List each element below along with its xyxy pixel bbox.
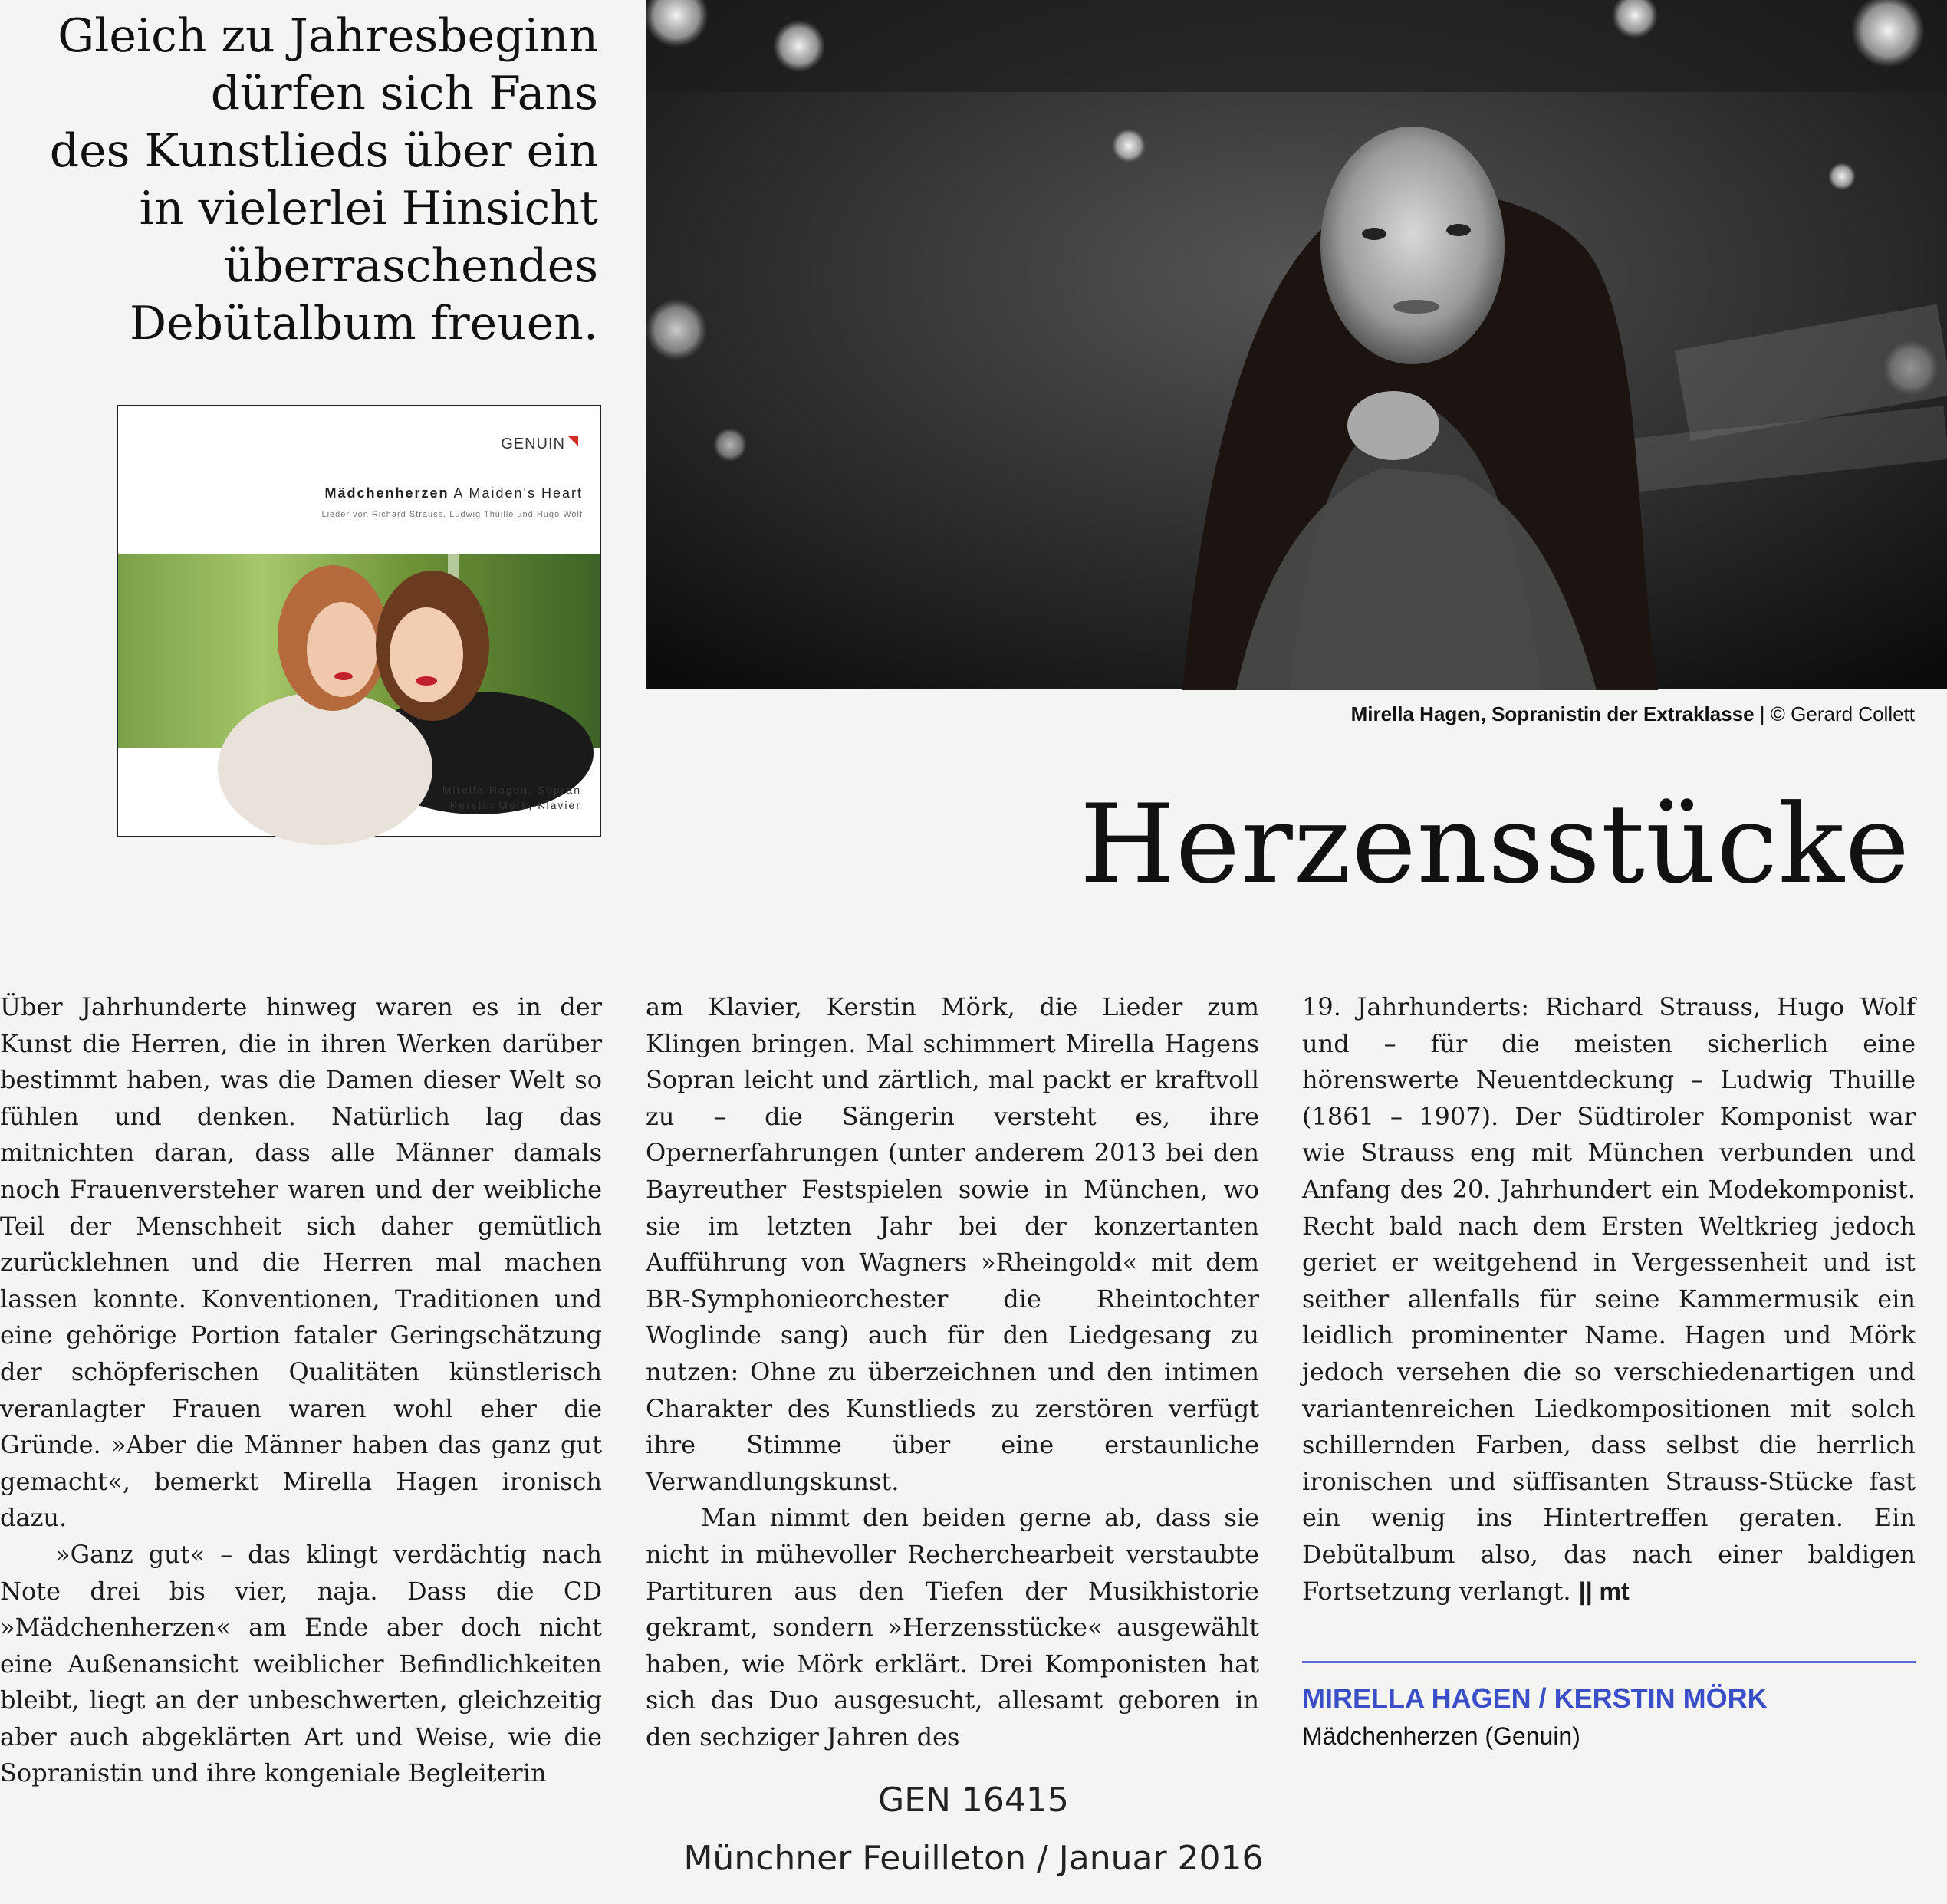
author-signoff: || mt: [1578, 1577, 1630, 1605]
infobox-artist: MIRELLA HAGEN / KERSTIN MÖRK: [1302, 1682, 1768, 1714]
teaser-line: dürfen sich Fans: [210, 67, 598, 120]
cd-credit-line: Mirella Hagen, Sopran: [442, 784, 581, 796]
article-column-3: [1302, 989, 1916, 1765]
teaser-line: in vielerlei Hinsicht: [139, 182, 598, 235]
article-paragraph: 19. Jahrhunderts: Richard Strauss, Hugo Wolf und – für die meisten sicherlich eine hörenswerte Neuentdeckung – Ludwig Thuille (1861 – 1907). Der Südtiroler Komponist war wie Strauss eng mit München verbunden und Anfang des 20. Jahrhundert ein Modekomponist. Recht bald nach dem Ersten Weltkrieg jedoch geriet er weitgehend in Vergessenheit und ist seither allenfalls für seine Kammermusik ein leidlich prominenter Name. Hagen und Mörk jedoch versehen die so verschiedenartigen und variantenreichen Liedkompositionen mit solch schillernden Farben, dass selbst die herrlich ironischen und süffisanten Strauss-Stücke fast ein wenig ins Hintertreffen geraten. Ein Debütalbum also, das nach einer baldigen Fortsetzung verlangt. || mt: [1302, 992, 1916, 1606]
teaser-line: Debütalbum freuen.: [129, 297, 598, 350]
article-column-1: [0, 989, 602, 1788]
cd-credits: [442, 782, 581, 813]
cd-cover: [117, 405, 601, 837]
cd-credit-line: Kerstin Mörk, Klavier: [449, 799, 581, 811]
label-logo: GENUIN: [501, 436, 578, 453]
cd-cover-photo: [118, 554, 600, 748]
hero-photo: [646, 0, 1947, 689]
article-paragraph: Man nimmt den beiden gerne ab, dass sie nicht in mühevoller Recherchearbeit verstaubte Partituren aus den Tiefen der Musikhistorie gekramt, sondern »Herzensstücke« ausgewählt haben, wie Mörk erklärt. Drei Komponisten hat sich das Duo ausgesucht, allesamt geboren in den sechziger Jahren des: [646, 1503, 1259, 1751]
label-logo-mark-icon: [567, 436, 578, 446]
teaser-line: des Kunstlieds über ein: [49, 124, 598, 178]
teaser-line: überraschendes: [224, 239, 598, 293]
footer-source: Münchner Feuilleton / Januar 2016: [683, 1839, 1264, 1878]
cd-subtitle: Lieder von Richard Strauss, Ludwig Thuille und Hugo Wolf: [321, 510, 583, 519]
photo-caption: Mirella Hagen, Sopranistin der Extraklasse | © Gerard Collett: [1350, 702, 1915, 725]
footer-catalog-number: GEN 16415: [878, 1781, 1069, 1820]
teaser-line: Gleich zu Jahresbeginn: [58, 9, 598, 63]
infobox-rule: [1302, 1661, 1916, 1663]
headline: Herzensstücke: [1080, 781, 1910, 908]
article-paragraph: »Ganz gut« – das klingt verdächtig nach Note drei bis vier, naja. Dass die CD »Mädchenherzen« am Ende aber doch nicht eine Außenansicht weiblicher Befindlichkeiten bleibt, liegt an der unbeschwerten, gleichzeitig aber auch abgeklärten Art und Weise, wie die Sopranistin und ihre kongeniale Begleiterin: [0, 1539, 602, 1788]
article-paragraph: Über Jahrhunderte hinweg waren es in der Kunst die Herren, die in ihren Werken darüber bestimmt haben, was die Damen dieser Welt so fühlen und denken. Natürlich lag das mitnichten daran, dass alle Männer damals noch Frauenversteher waren und der weibliche Teil der Menschheit sich daher gemütlich zurücklehnen und die Herren mal machen lassen konnte. Konventionen, Traditionen und eine gehörige Portion fataler Geringschätzung der schöpferischen Qualitäten künstlerisch veranlagter Frauen waren wohl eher die Gründe. »Aber die Männer haben das ganz gut gemacht«, bemerkt Mirella Hagen ironisch dazu.: [0, 992, 602, 1533]
article-column-2: [646, 989, 1259, 1765]
article-paragraph: am Klavier, Kerstin Mörk, die Lieder zum Klingen bringen. Mal schimmert Mirella Hagens Sopran leicht und zärtlich, mal packt er kraftvoll zu – die Sängerin versteht es, ihre Opernerfahrungen (unter anderem 2013 bei den Bayreuther Festspielen sowie in München, wo sie im letzten Jahr bei der konzertanten Aufführung von Wagners »Rheingold« mit dem BR-Symphonieorchester die Rheintochter Woglinde sang) auch für den Liedgesang zu nutzen: Ohne zu überzeichnen und den intimen Charakter des Kunstlieds zu zerstören verfügt ihre Stimme über eine erstaunliche Verwandlungskunst.: [646, 992, 1259, 1496]
cd-title: Mädchenherzen A Maiden's Heart: [324, 485, 583, 501]
teaser-text: [46, 8, 598, 353]
infobox-album: Mädchenherzen (Genuin): [1302, 1722, 1580, 1750]
